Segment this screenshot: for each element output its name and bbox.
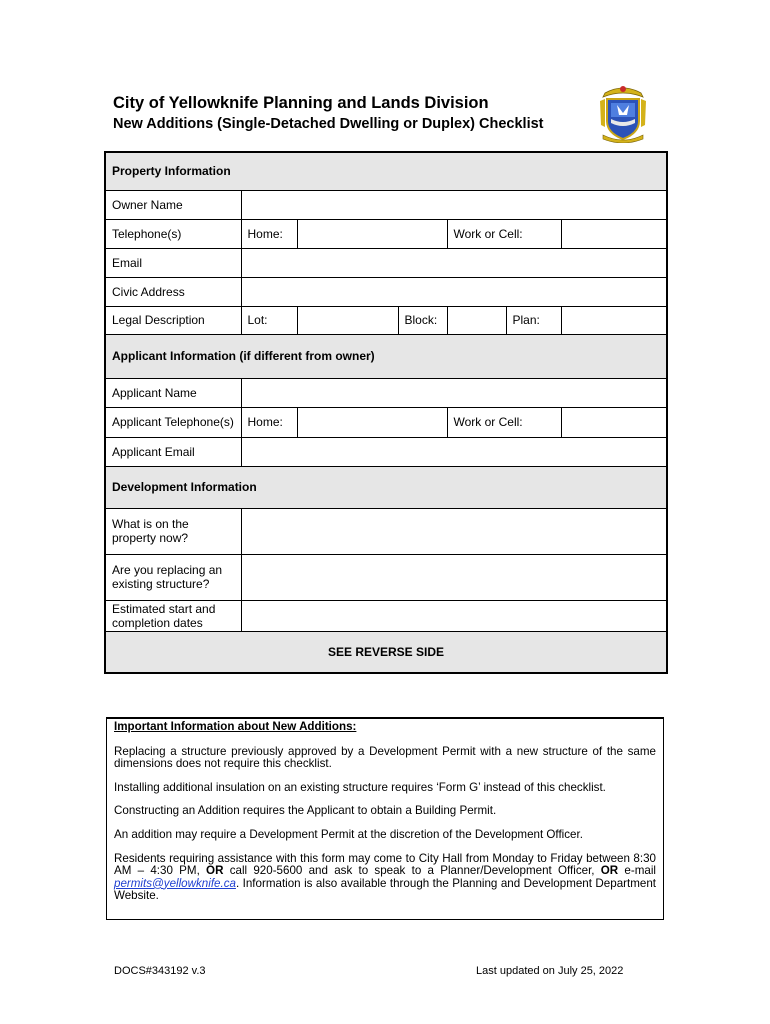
applicant-work-phone-field[interactable] bbox=[561, 407, 667, 437]
owner-name-field[interactable] bbox=[241, 190, 667, 219]
applicant-home-phone-field[interactable] bbox=[297, 407, 447, 437]
applicant-email-field[interactable] bbox=[241, 437, 667, 466]
applicant-section-header: Applicant Information (if different from owner) bbox=[105, 334, 667, 378]
dates-field[interactable] bbox=[241, 600, 667, 631]
applicant-email-label: Applicant Email bbox=[105, 437, 241, 466]
permits-email-link[interactable]: permits@yellowknife.ca bbox=[114, 876, 236, 890]
info-heading: Important Information about New Additions: bbox=[114, 720, 357, 733]
info-paragraph: Installing additional insulation on an existing structure requires ‘Form G’ instead of this checklist. bbox=[114, 780, 606, 794]
plan-label: Plan: bbox=[506, 306, 561, 334]
last-updated: Last updated on July 25, 2022 bbox=[476, 965, 624, 977]
current-property-label: What is on the property now? bbox=[105, 508, 241, 554]
important-info-box bbox=[106, 717, 664, 920]
work-phone-label: Work or Cell: bbox=[447, 219, 561, 248]
application-form-table bbox=[104, 151, 668, 674]
email-label: Email bbox=[105, 248, 241, 277]
page-title: City of Yellowknife Planning and Lands Division bbox=[113, 94, 489, 112]
civic-address-label: Civic Address bbox=[105, 277, 241, 306]
dates-label: Estimated start and completion dates bbox=[105, 600, 241, 631]
info-paragraph: Constructing an Addition requires the Applicant to obtain a Building Permit. bbox=[114, 804, 497, 818]
property-section-header: Property Information bbox=[105, 152, 667, 190]
home-phone-label: Home: bbox=[241, 219, 297, 248]
civic-address-field[interactable] bbox=[241, 277, 667, 306]
telephone-label: Telephone(s) bbox=[105, 219, 241, 248]
work-phone-field[interactable] bbox=[561, 219, 667, 248]
legal-description-label: Legal Description bbox=[105, 306, 241, 334]
city-crest-icon bbox=[597, 83, 649, 143]
see-reverse-side: SEE REVERSE SIDE bbox=[105, 631, 667, 673]
applicant-name-label: Applicant Name bbox=[105, 378, 241, 407]
current-property-field[interactable] bbox=[241, 508, 667, 554]
block-label: Block: bbox=[398, 306, 447, 334]
applicant-work-phone-label: Work or Cell: bbox=[447, 407, 561, 437]
applicant-name-field[interactable] bbox=[241, 378, 667, 407]
plan-field[interactable] bbox=[561, 306, 667, 334]
replacing-structure-field[interactable] bbox=[241, 554, 667, 600]
info-paragraph: Replacing a structure previously approved by a Development Permit with a new structure of the same dimensions does not require this checklist. bbox=[114, 744, 656, 771]
lot-label: Lot: bbox=[241, 306, 297, 334]
info-paragraph: An addition may require a Development Permit at the discretion of the Development Officer. bbox=[114, 827, 583, 841]
lot-field[interactable] bbox=[297, 306, 398, 334]
info-contact-paragraph: Residents requiring assistance with this form may come to City Hall from Monday to Friday between 8:30 AM – 4:30 PM, OR call 920-5600 and ask to speak to a Planner/Development Officer, OR e-mail permits@yellowknife.ca. Information is also available through the Planning and Development Department Website. bbox=[114, 851, 656, 903]
page-subtitle: New Additions (Single-Detached Dwelling or Duplex) Checklist bbox=[113, 116, 544, 132]
development-section-header: Development Information bbox=[105, 466, 667, 508]
applicant-telephone-label: Applicant Telephone(s) bbox=[105, 407, 241, 437]
email-field[interactable] bbox=[241, 248, 667, 277]
replacing-structure-label: Are you replacing an existing structure? bbox=[105, 554, 241, 600]
applicant-home-phone-label: Home: bbox=[241, 407, 297, 437]
home-phone-field[interactable] bbox=[297, 219, 447, 248]
owner-name-label: Owner Name bbox=[105, 190, 241, 219]
document-id: DOCS#343192 v.3 bbox=[114, 965, 206, 977]
block-field[interactable] bbox=[447, 306, 506, 334]
